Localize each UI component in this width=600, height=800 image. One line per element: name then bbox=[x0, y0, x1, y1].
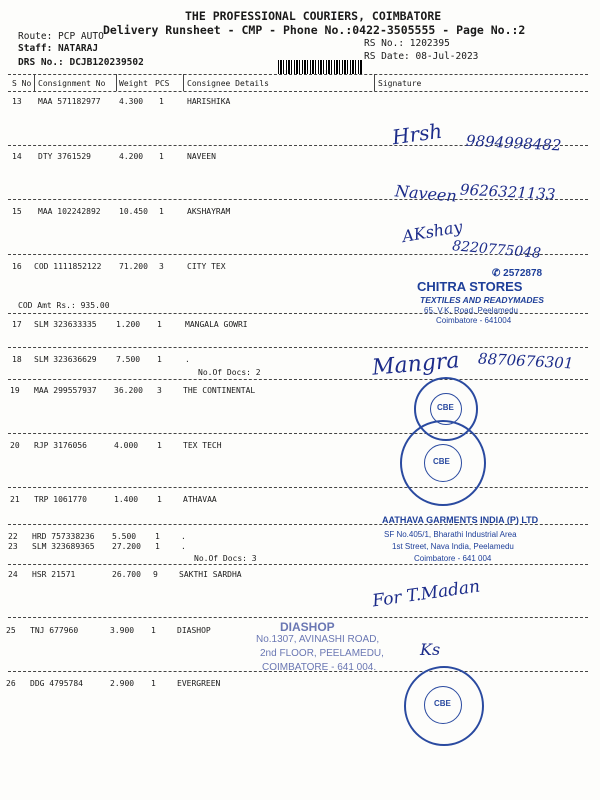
phone-harishika: 9894998482 bbox=[465, 131, 562, 155]
chitra-addr2: Coimbatore - 641004 bbox=[436, 316, 512, 325]
barcode bbox=[278, 60, 362, 74]
textech-seal: CBE bbox=[400, 420, 486, 506]
chitra-sub: TEXTILES AND READYMADES bbox=[420, 295, 544, 305]
continental-seal: CBE bbox=[414, 377, 478, 441]
aathava-addr3: Coimbatore - 641 004 bbox=[414, 554, 492, 563]
col-sno: S No bbox=[12, 79, 32, 88]
diashop-name: DIASHOP bbox=[280, 620, 335, 634]
col-signature: Signature bbox=[378, 79, 422, 88]
aathava-addr2: 1st Street, Nava India, Peelamedu bbox=[392, 542, 514, 551]
chitra-name: CHITRA STORES bbox=[417, 279, 523, 294]
route-label: Route: PCP AUTO bbox=[18, 31, 104, 42]
signature-diashop: Ks bbox=[420, 640, 441, 659]
phone-naveen: 9626321133 bbox=[459, 180, 556, 204]
rs-number: RS No.: 1202395 bbox=[364, 38, 450, 49]
signature-naveen: Naveen bbox=[394, 181, 458, 206]
signature-akshayram: AKshay bbox=[400, 216, 464, 247]
col-consignee: Consignee Details bbox=[187, 79, 269, 88]
phone-akshayram: 8220775048 bbox=[451, 238, 542, 262]
phone-mangala: 8870676301 bbox=[477, 349, 574, 373]
aathava-addr1: SF No.405/1, Bharathi Industrial Area bbox=[384, 530, 517, 539]
signature-mangala: Mangra bbox=[371, 348, 461, 381]
aathava-name: AATHAVA GARMENTS INDIA (P) LTD bbox=[382, 515, 539, 525]
header-rule-top bbox=[8, 74, 588, 75]
chitra-addr1: 65, V.K. Road, Peelamedu bbox=[424, 306, 518, 315]
header-rule-bottom bbox=[8, 91, 588, 92]
evergreen-seal: CBE bbox=[404, 666, 484, 746]
rs-date: RS Date: 08-Jul-2023 bbox=[364, 51, 479, 62]
runsheet-title: Delivery Runsheet - CMP - Phone No.:0422-3505555 - Page No.:2 bbox=[103, 23, 526, 37]
col-consignment: Consignment No bbox=[38, 79, 106, 88]
diashop-addr2: 2nd FLOOR, PEELAMEDU, bbox=[260, 648, 384, 659]
drs-number: DRS No.: DCJB120239502 bbox=[18, 57, 144, 68]
company-title: THE PROFESSIONAL COURIERS, COIMBATORE bbox=[185, 9, 442, 23]
staff-label: Staff: NATARAJ bbox=[18, 43, 99, 54]
col-pcs: PCS bbox=[155, 79, 170, 88]
signature-harishika: Hrsh bbox=[390, 118, 444, 150]
signature-sakthi: For T.Madan bbox=[371, 576, 482, 612]
diashop-addr3: COIMBATORE - 641 004. bbox=[262, 662, 377, 673]
diashop-addr1: No.1307, AVINASHI ROAD, bbox=[256, 634, 380, 645]
col-weight: Weight bbox=[119, 79, 148, 88]
chitra-phone: ✆ 2572878 bbox=[492, 268, 543, 279]
